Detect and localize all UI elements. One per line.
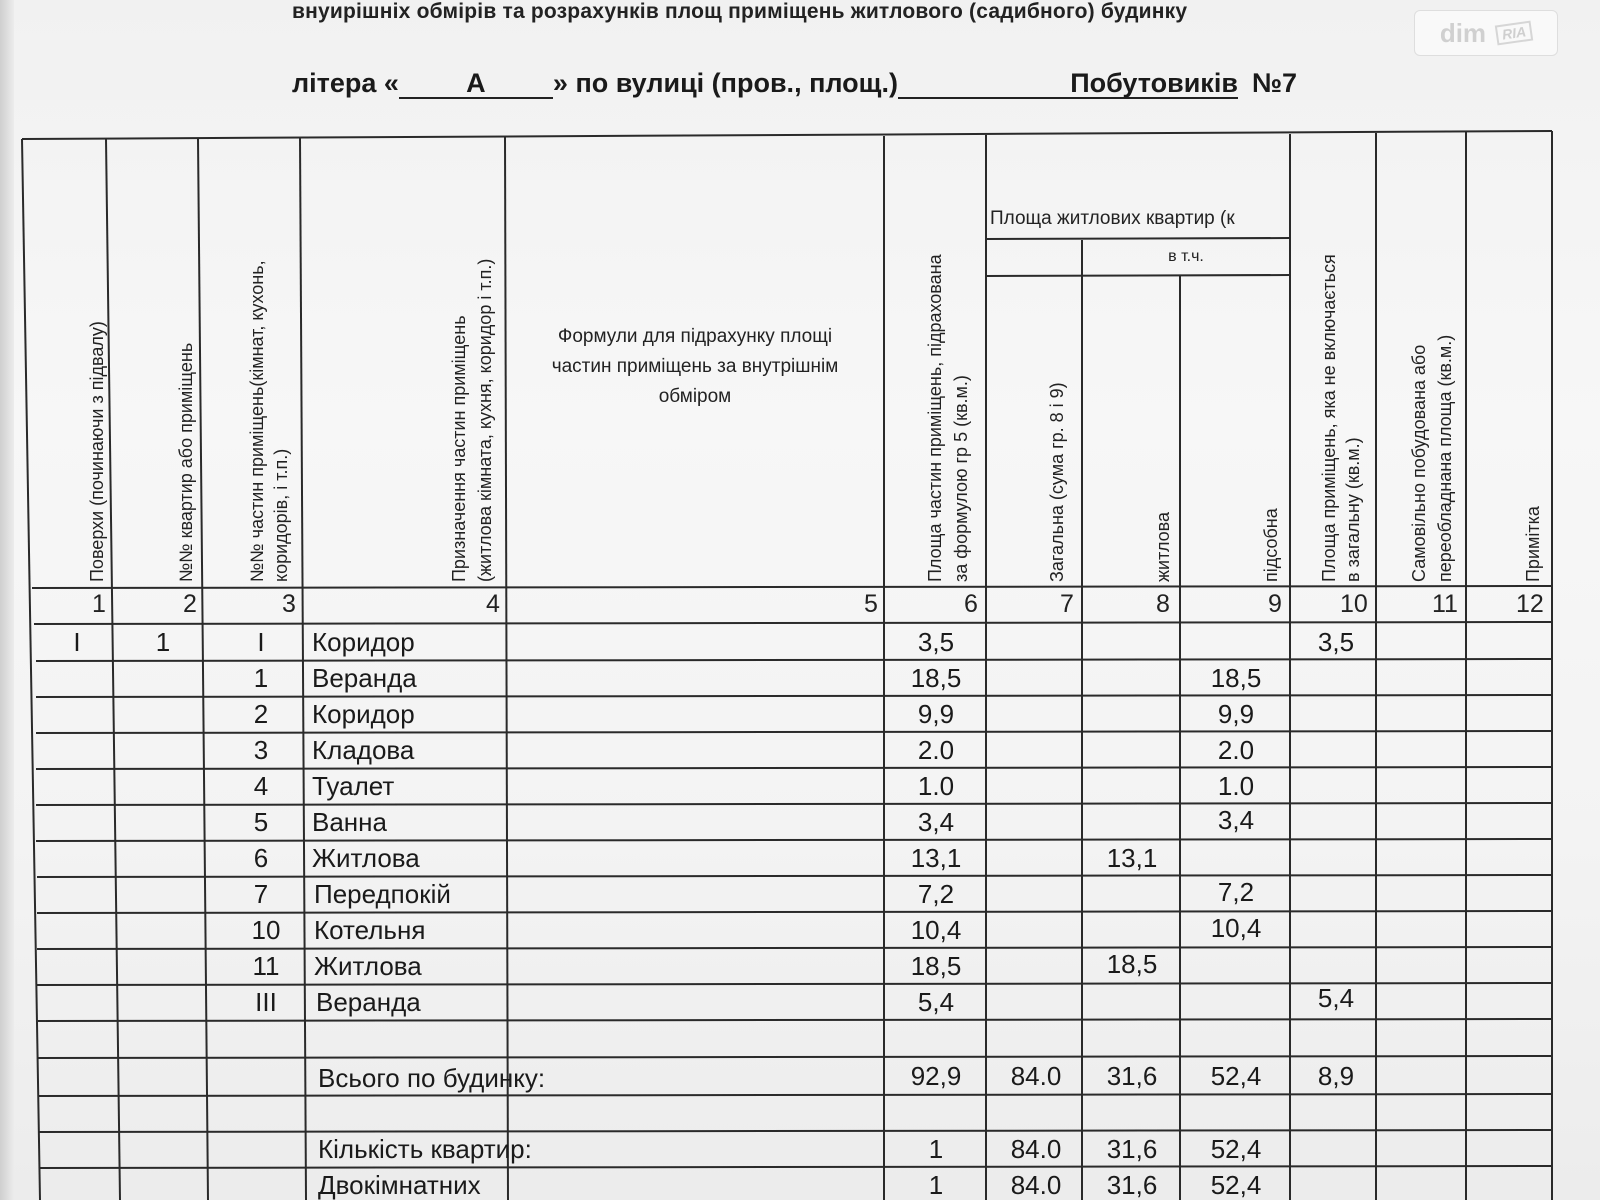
column-number: 7	[1060, 590, 1074, 618]
header-self-built-2: переобладнана площа (кв.м.)	[1435, 334, 1455, 582]
cell-purpose: Житлова	[314, 951, 422, 981]
document-title: внуирішніх обмірів та розрахунків площ приміщень житлового (садибного) будинку	[292, 0, 1188, 23]
header-purpose-2: (житлова кімната, кухня, коридор і т.п.)	[475, 258, 495, 582]
cell-area: 9,9	[917, 699, 955, 729]
litera-mid: » по вулиці (пров., площ.)	[552, 68, 898, 98]
cell-part: 11	[252, 951, 280, 981]
header-formulas-2: частин приміщень за внутрішнім	[551, 356, 839, 377]
total-total: 84.0	[1010, 1061, 1062, 1091]
cell-floor: I	[73, 627, 81, 657]
header-apartments: №№ квартир або приміщень	[176, 342, 196, 582]
total-label: Всього по будинку:	[318, 1063, 546, 1093]
cell-purpose: Веранда	[316, 987, 421, 1017]
header-group-title: Площа житлових квартир (к	[990, 208, 1235, 229]
total-aux: 52,4	[1210, 1061, 1262, 1091]
header-purpose-1: Призначення частин приміщень	[449, 315, 469, 582]
cell-area: 18,5	[910, 663, 962, 693]
cell-purpose: Коридор	[312, 699, 415, 729]
column-number: 11	[1432, 590, 1458, 618]
cell-aux: 7,2	[1217, 877, 1255, 907]
watermark-text: dim	[1439, 17, 1487, 48]
total-total: 84.0	[1010, 1170, 1062, 1200]
column-number: 8	[1156, 590, 1170, 618]
cell-part: 1	[253, 663, 269, 693]
cell-purpose: Котельня	[314, 915, 426, 945]
total-label: Двокімнатних	[318, 1170, 481, 1200]
total-living: 31,6	[1106, 1170, 1158, 1200]
cell-area: 18,5	[910, 951, 962, 981]
header-room-parts-1: №№ частин приміщень(кімнат, кухонь,	[247, 260, 267, 582]
header-formulas-1: Формули для підрахунку площі	[557, 326, 833, 347]
column-number: 3	[282, 590, 296, 618]
cell-apt: 1	[155, 627, 171, 657]
cell-aux: 18,5	[1210, 663, 1262, 693]
cell-part: 2	[253, 699, 269, 729]
header-total: Загальна (сума гр. 8 і 9)	[1047, 382, 1067, 582]
cell-excluded: 5,4	[1317, 983, 1355, 1013]
cell-purpose: Житлова	[312, 843, 420, 873]
cell-purpose: Ванна	[312, 807, 387, 837]
total-area: 1	[928, 1170, 944, 1200]
column-number: 2	[183, 590, 197, 618]
cell-area: 3,5	[917, 627, 955, 657]
cell-part: 3	[253, 735, 269, 765]
cell-purpose: Коридор	[312, 627, 415, 657]
street-value: Побутовиків	[898, 69, 1238, 99]
cell-purpose: Передпокій	[314, 879, 451, 909]
cell-part: 5	[253, 807, 269, 837]
cell-area: 1.0	[917, 771, 955, 801]
cell-part: 10	[251, 915, 281, 945]
cell-purpose: Туалет	[312, 771, 395, 801]
cell-area: 7,2	[917, 879, 955, 909]
header-living: житлова	[1153, 511, 1173, 582]
cell-aux: 3,4	[1217, 805, 1255, 835]
header-area-1: Площа частин приміщень, підрахована	[925, 254, 945, 582]
total-living: 31,6	[1106, 1061, 1158, 1091]
column-number: 6	[964, 590, 978, 618]
total-area: 92,9	[910, 1061, 962, 1091]
total-total: 84.0	[1010, 1134, 1062, 1164]
litera-value: А	[399, 69, 553, 99]
column-number: 10	[1340, 590, 1368, 618]
header-floors: Поверхи (починаючи з підвалу)	[87, 321, 107, 582]
cell-area: 10,4	[910, 915, 962, 945]
total-aux: 52,4	[1210, 1170, 1262, 1200]
cell-part: 6	[253, 843, 269, 873]
column-number: 5	[864, 590, 878, 618]
cell-aux: 9,9	[1217, 699, 1255, 729]
header-room-parts-2: коридорів, і т.п.)	[271, 448, 291, 582]
watermark-logo	[1414, 10, 1558, 56]
cell-aux: 2.0	[1217, 735, 1255, 765]
header-formulas	[510, 322, 880, 412]
header-area-2: за формулою гр 5 (кв.м.)	[951, 375, 971, 582]
litera-prefix: літера «	[292, 68, 399, 98]
litera-line	[292, 68, 1297, 99]
cell-aux: 10,4	[1210, 913, 1262, 943]
total-label: Кількість квартир:	[318, 1134, 532, 1164]
cell-part: 7	[253, 879, 269, 909]
cell-living: 13,1	[1106, 843, 1158, 873]
cell-part: 4	[253, 771, 269, 801]
page-edge-shadow	[0, 0, 14, 1200]
cell-part: III	[255, 987, 277, 1017]
cell-part: I	[257, 627, 265, 657]
column-number: 4	[486, 590, 500, 618]
total-area: 1	[928, 1134, 944, 1164]
header-excluded-2: в загальну (кв.м.)	[1343, 437, 1363, 582]
header-group-sub: в т.ч.	[1168, 248, 1204, 265]
watermark-badge: RIA	[1495, 21, 1534, 46]
total-excluded: 8,9	[1317, 1061, 1355, 1091]
house-number: №7	[1251, 68, 1298, 98]
total-aux: 52,4	[1210, 1134, 1262, 1164]
cell-area: 3,4	[917, 807, 955, 837]
total-living: 31,6	[1106, 1134, 1158, 1164]
column-number: 12	[1516, 590, 1544, 618]
cell-aux: 1.0	[1217, 771, 1255, 801]
header-self-built-1: Самовільно побудована або	[1409, 344, 1429, 582]
cell-area: 13,1	[910, 843, 962, 873]
header-auxiliary: підсобна	[1261, 508, 1281, 582]
cell-excluded: 3,5	[1317, 627, 1355, 657]
column-number: 1	[92, 590, 106, 618]
cell-area: 2.0	[917, 735, 955, 765]
header-excluded-1: Площа приміщень, яка не включається	[1319, 254, 1339, 582]
cell-purpose: Кладова	[312, 735, 415, 765]
header-note: Примітка	[1523, 506, 1543, 582]
cell-area: 5,4	[917, 987, 955, 1017]
cell-living: 18,5	[1106, 949, 1158, 979]
cell-purpose: Веранда	[312, 663, 417, 693]
column-number: 9	[1268, 590, 1282, 618]
header-formulas-3: обміром	[658, 386, 732, 407]
